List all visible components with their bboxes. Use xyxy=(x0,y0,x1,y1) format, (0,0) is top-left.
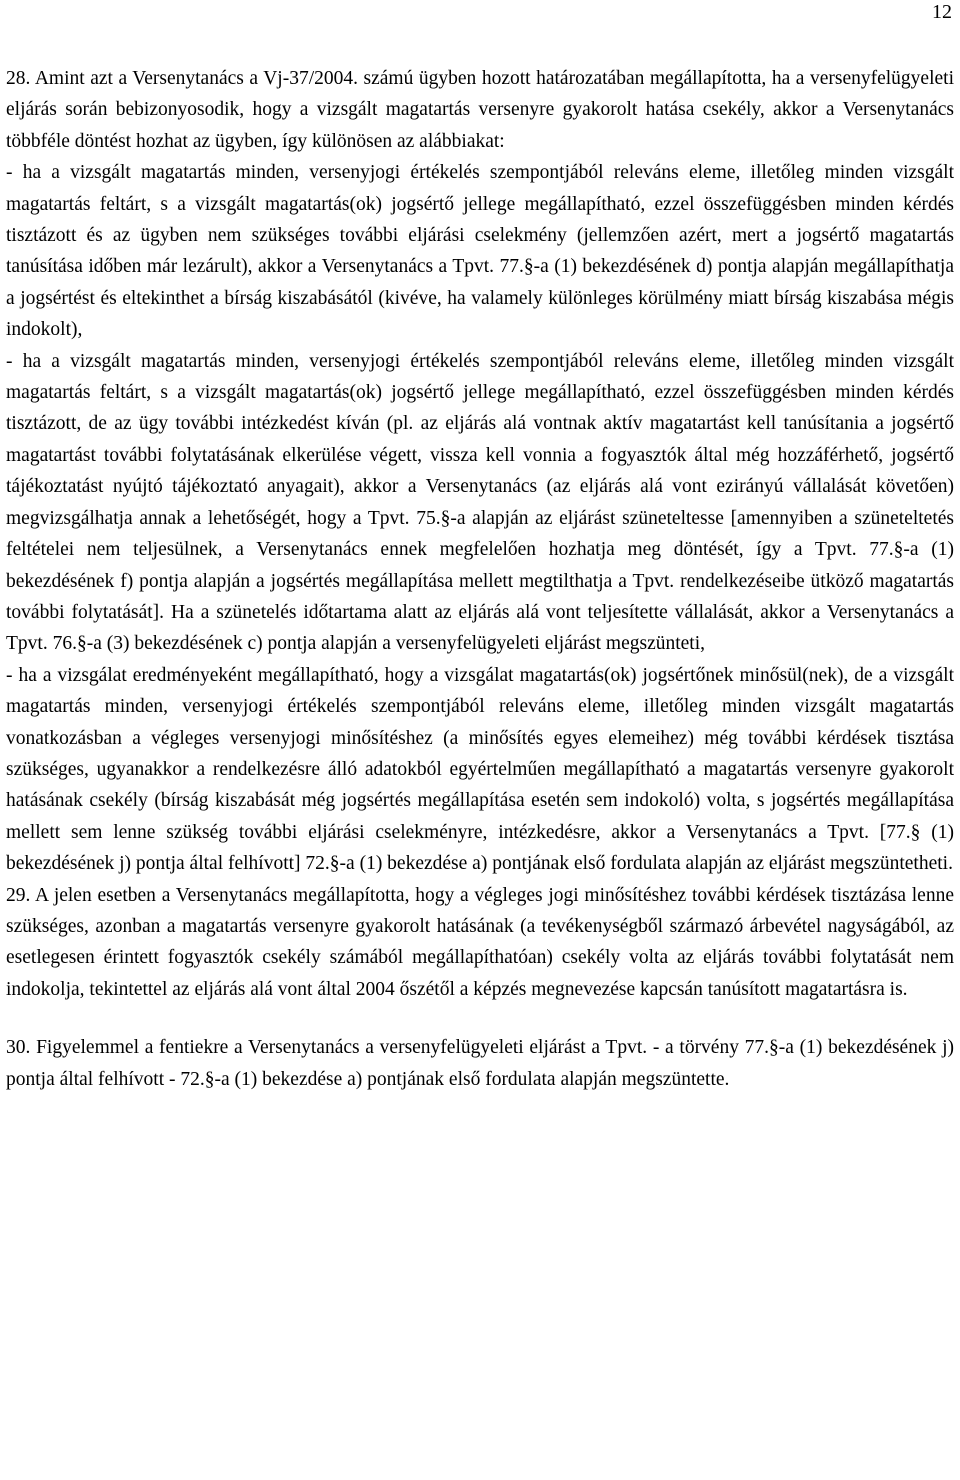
document-body xyxy=(6,63,954,1095)
section-28 xyxy=(6,63,954,880)
paragraph-28-intro: 28. Amint azt a Versenytanács a Vj-37/2004. számú ügyben hozott határozatában megállapította, ha a versenyfelügyeleti eljárás során bebizonyosodik, hogy a vizsgált magatartás versenyre gyakorolt hatása csekély, akkor a Versenytanács többféle döntést hozhat az ügyben, így különösen az alábbiakat: xyxy=(6,68,954,152)
page-number: 12 xyxy=(932,1,952,23)
paragraph-30: 30. Figyelemmel a fentiekre a Versenytanács a versenyfelügyeleti eljárást a Tpvt. - a törvény 77.§-a (1) bekezdésének j) pontja által felhívott - 72.§-a (1) bekezdése a) pontjának első fordulata alapján megszüntette. xyxy=(6,1037,954,1090)
paragraph-28-bullet-3: - ha a vizsgálat eredményeként megállapítható, hogy a vizsgálat magatartás(ok) jogsértőnek minősül(nek), de a vizsgált magatartás minden, versenyjogi értékelés szempontjából releváns eleme, illetőleg minden vizsgált magatartás vonatkozásban a végleges versenyjogi minősítéshez (a minősítés egyes elemeihez) még további kérdések tisztása szükséges, ugyanakkor a rendelkezésre álló adatokból egyértelműen megállapítható a magatartás versenyre gyakorolt hatásának csekély (bírság kiszabását még jogsértés megállapítása esetén sem indokoló) volta, s jogsértés megállapítása mellett sem lenne szükség további eljárási cselekményre, intézkedésre, akkor a Versenytanács a Tpvt. [77.§ (1) bekezdésének j) pontja által felhívott] 72.§-a (1) bekezdése a) pontjának első fordulata alapján az eljárást megszüntetheti. xyxy=(6,664,954,875)
paragraph-28-bullet-1: - ha a vizsgált magatartás minden, versenyjogi értékelés szempontjából releváns eleme, illetőleg minden vizsgált magatartás feltárt, s a vizsgált magatartás(ok) jogsértő jellege megállapítható, ezzel összefüggésben minden kérdés tisztázott és az ügyben nem szükséges további eljárási cselekmény (jellemzően azért, mert a jogsértő magatartás tanúsítása időben már lezárult), akkor a Versenytanács a Tpvt. 77.§-a (1) bekezdésének d) pontja alapján megállapíthatja a jogsértést és eltekinthet a bírság kiszabásától (kivéve, ha valamely különleges körülmény miatt bírság kiszabása mégis indokolt), xyxy=(6,162,954,341)
paragraph-29: 29. A jelen esetben a Versenytanács megállapította, hogy a végleges jogi minősítéshez további kérdések tisztázása lenne szükséges, azonban a magatartás versenyre gyakorolt hatásának (a tevékenységből származó árbevétel nagyságából, az esetlegesen érintett fogyasztók csekély számából megállapíthatóan) csekély volta az eljárás további folytatását nem indokolja, tekintettel az eljárás alá vont által 2004 őszétől a képzés megnevezése kapcsán tanúsított magatartásra is. xyxy=(6,884,954,1000)
paragraph-28-bullet-2: - ha a vizsgált magatartás minden, versenyjogi értékelés szempontjából releváns eleme, illetőleg minden vizsgált magatartás feltárt, s a vizsgált magatartás(ok) jogsértő jellege megállapítható, ezzel összefüggésben minden kérdés tisztázott, de az ügy további intézkedést kíván (pl. az eljárás alá vontnak aktív magatartást kell tanúsítania a jogsértő magatartást további folytatásának elkerülése végett, vissza kell vonnia a fogyasztók által még hozzáférhető, jogsértő tájékoztatást nyújtó tájékoztató anyagait), akkor a Versenytanács (az eljárás alá vont ezirányú vállalását követően) megvizsgálhatja annak a lehetőségét, hogy a Tpvt. 75.§-a alapján az eljárást szüneteltesse [amennyiben a szüneteltetés feltételei nem teljesülnek, a Versenytanács ennek megfelelően hozhatja meg döntését, így a Tpvt. 77.§-a (1) bekezdésének f) pontja alapján a jogsértés megállapítása mellett megtilthatja a Tpvt. rendelkezéseibe ütköző magatartás további folytatását]. Ha a szünetelés időtartama alatt az eljárás alá vont teljesítette vállalását, akkor a Versenytanács a Tpvt. 76.§-a (3) bekezdésének c) pontja alapján a versenyfelügyeleti eljárást megszünteti, xyxy=(6,350,954,655)
